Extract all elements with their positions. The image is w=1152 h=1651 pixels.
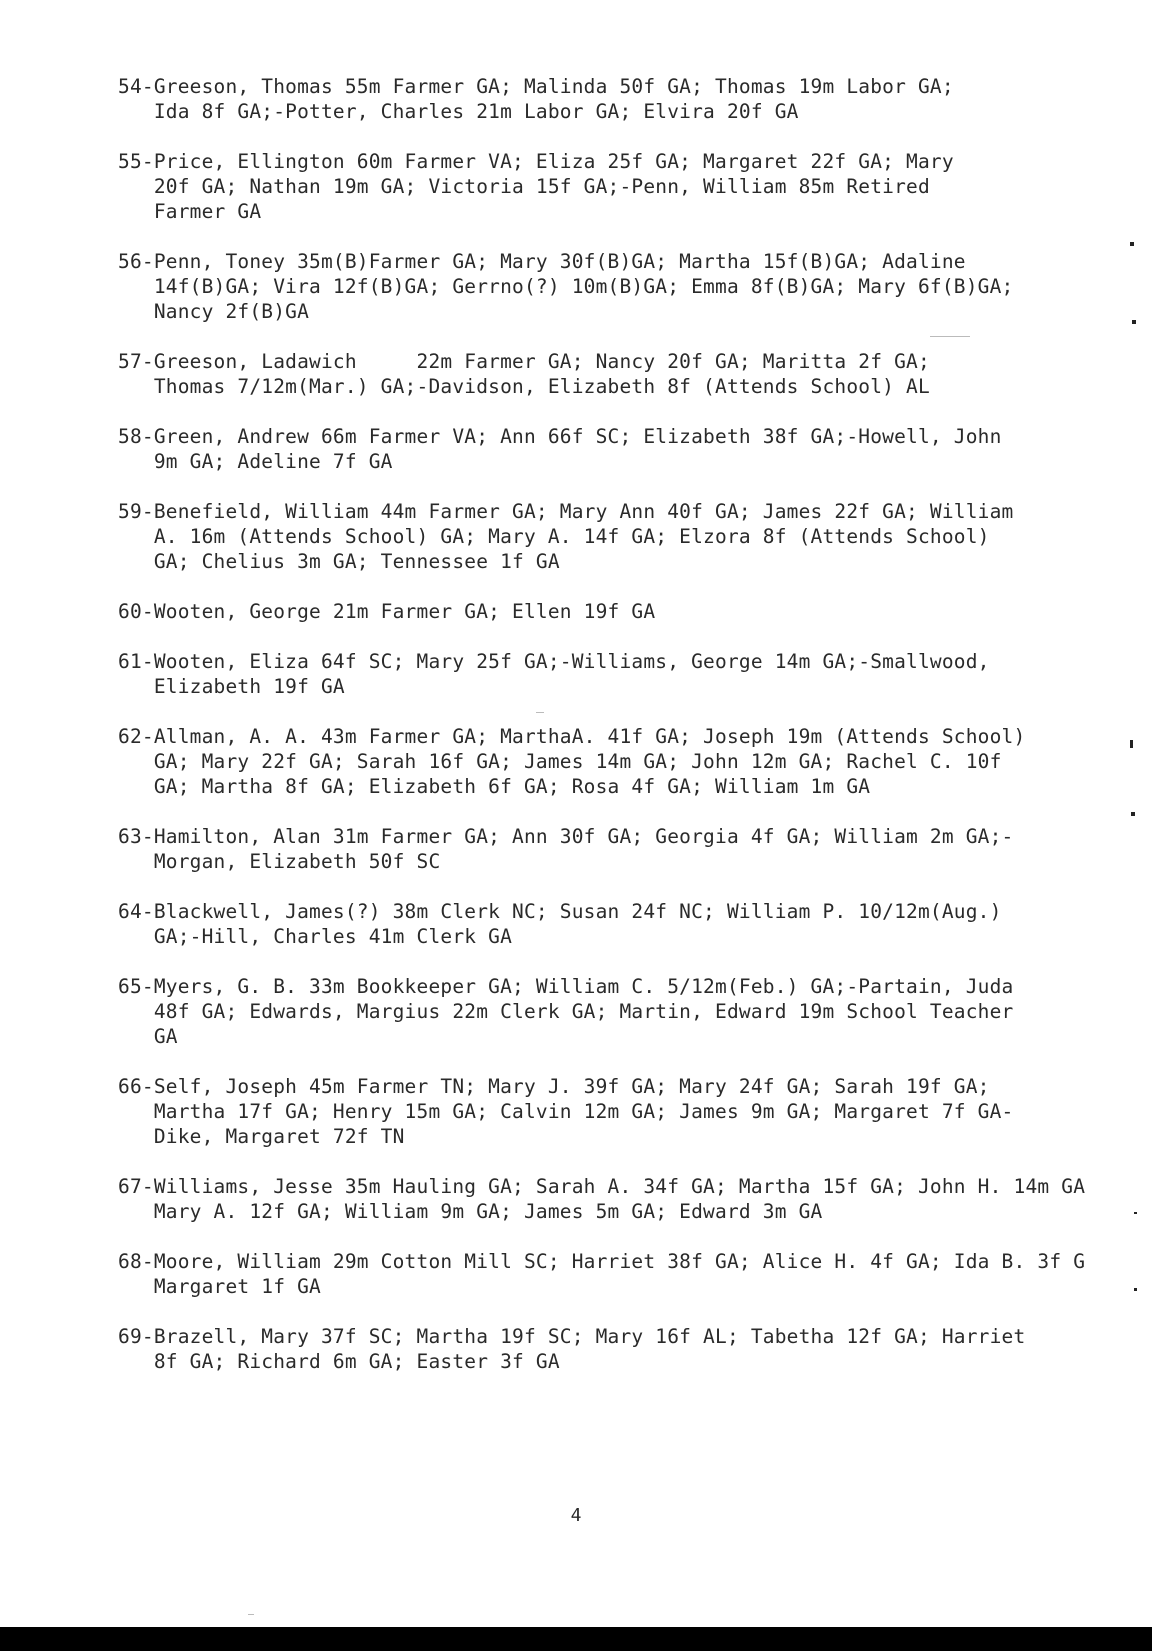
census-entry-63: 63-Hamilton, Alan 31m Farmer GA; Ann 30f GA; Georgia 4f GA; William 2m GA;- Morgan, Elizabeth 50f SC [118,825,1014,873]
census-entry-55: 55-Price, Ellington 60m Farmer VA; Eliza 25f GA; Margaret 22f GA; Mary 20f GA; Nathan 19m GA; Victoria 15f GA;-Penn, William 85m Retired Farmer GA [118,150,954,223]
census-entry-68: 68-Moore, William 29m Cotton Mill SC; Harriet 38f GA; Alice H. 4f GA; Ida B. 3f G Margaret 1f GA [118,1250,1086,1298]
census-entry-61: 61-Wooten, Eliza 64f SC; Mary 25f GA;-Williams, George 14m GA;-Smallwood, Elizabeth 19f GA [118,650,990,698]
scan-mark [930,336,970,337]
census-entry-69: 69-Brazell, Mary 37f SC; Martha 19f SC; Mary 16f AL; Tabetha 12f GA; Harriet 8f GA; Richard 6m GA; Easter 3f GA [118,1325,1026,1373]
scan-speck [1134,1288,1137,1291]
census-entries [118,74,1138,1399]
census-entry-60: 60-Wooten, George 21m Farmer GA; Ellen 19f GA [118,600,656,623]
census-entry-54: 54-Greeson, Thomas 55m Farmer GA; Malinda 50f GA; Thomas 19m Labor GA; Ida 8f GA;-Potter, Charles 21m Labor GA; Elvira 20f GA [118,75,954,123]
census-entry-57: 57-Greeson, Ladawich 22m Farmer GA; Nancy 20f GA; Maritta 2f GA; Thomas 7/12m(Mar.) GA;-Davidson, Elizabeth 8f (Attends School) AL [118,350,930,398]
census-entry-66: 66-Self, Joseph 45m Farmer TN; Mary J. 39f GA; Mary 24f GA; Sarah 19f GA; Martha 17f GA; Henry 15m GA; Calvin 12m GA; James 9m GA; Margaret 7f GA- Dike, Margaret 72f TN [118,1075,1014,1148]
scan-speck [1132,320,1136,324]
census-entry-58: 58-Green, Andrew 66m Farmer VA; Ann 66f SC; Elizabeth 38f GA;-Howell, John 9m GA; Adeline 7f GA [118,425,1002,473]
census-entry-56: 56-Penn, Toney 35m(B)Farmer GA; Mary 30f(B)GA; Martha 15f(B)GA; Adaline 14f(B)GA; Vira 12f(B)GA; Gerrno(?) 10m(B)GA; Emma 8f(B)GA; Mary 6f(B)GA; Nancy 2f(B)GA [118,250,1014,323]
scan-mark [536,712,544,713]
scan-bottom-edge [0,1627,1152,1651]
page-number: 4 [570,1505,582,1526]
scan-speck [1131,812,1135,816]
census-entry-62: 62-Allman, A. A. 43m Farmer GA; MarthaA. 41f GA; Joseph 19m (Attends School) GA; Mary 22f GA; Sarah 16f GA; James 14m GA; John 12m GA; Rachel C. 10f GA; Martha 8f GA; Elizabeth 6f GA; Rosa 4f GA; William 1m GA [118,725,1026,798]
census-entry-65: 65-Myers, G. B. 33m Bookkeeper GA; William C. 5/12m(Feb.) GA;-Partain, Juda 48f GA; Edwards, Margius 22m Clerk GA; Martin, Edward 19m School Teacher GA [118,975,1014,1048]
scan-speck [1134,1212,1137,1214]
scan-speck [1130,242,1134,246]
census-entry-67: 67-Williams, Jesse 35m Hauling GA; Sarah A. 34f GA; Martha 15f GA; John H. 14m GA Mary A. 12f GA; William 9m GA; James 5m GA; Edward 3m GA [118,1175,1086,1223]
census-entry-64: 64-Blackwell, James(?) 38m Clerk NC; Susan 24f NC; William P. 10/12m(Aug.) GA;-Hill, Charles 41m Clerk GA [118,900,1002,948]
census-entry-59: 59-Benefield, William 44m Farmer GA; Mary Ann 40f GA; James 22f GA; William A. 16m (Attends School) GA; Mary A. 14f GA; Elzora 8f (Attends School) GA; Chelius 3m GA; Tennessee 1f GA [118,500,1014,573]
scan-mark [248,1614,254,1615]
scan-speck [1130,740,1133,748]
